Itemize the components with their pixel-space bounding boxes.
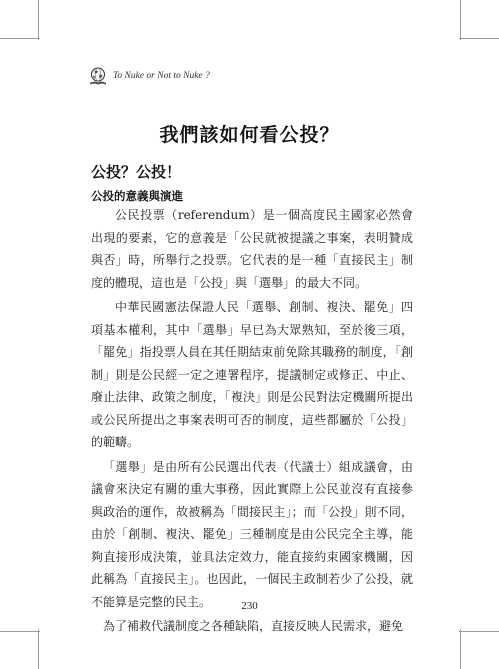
crop-mark-bottom-left-v: [38, 629, 39, 669]
crop-mark-top-right-v: [460, 0, 461, 40]
subsection-title: 公投的意義與演進: [91, 189, 183, 203]
crop-mark-top-left-v: [38, 0, 39, 40]
running-title: To Nuke or Not to Nuke ?: [113, 71, 210, 81]
paragraph: 公民投票（referendum）是一個高度民主國家必然會出現的要素，它的意義是「公民就被提議之事案，表明贊成與否」時，所舉行之投票。它代表的是一種「直接民主」制度的體現，這也是「公投」與「選舉」的最大不同。: [91, 208, 413, 290]
page-number: 230: [241, 600, 258, 612]
paragraph: 「選舉」是由所有公民選出代表（代議士）組成議會，由議會來決定有關的重大事務，因此實際上公民並沒有直接參與政治的運作，故被稱為「間接民主」；而「公投」則不同，由於「創制、複決、罷免」三種制度是由公民完全主導，能夠直接形成決策，並具法定效力，能直接約束國家機關，因此稱為「直接民主」。也因此，一個民主政制若少了公投，就不能算是完整的民主。: [91, 459, 413, 609]
crop-mark-bottom-right-h: [459, 631, 499, 632]
paragraph: 中華民國憲法保證人民「選舉、創制、複決、罷免」四項基本權利，其中「選舉」早已為大眾熟知，至於後三項，「罷免」指投票人員在其任期結束前免除其職務的制度，「創制」則是公民經一定之連署程序，提議制定或修正、中止、廢止法律、政策之制度，「複決」則是公民對法定機關所提出或公民所提出之事案表明可否的制度，這些都屬於「公投」的範疇。: [91, 300, 413, 449]
crop-mark-bottom-right-v: [460, 629, 461, 669]
globe-on-book-icon: [88, 66, 108, 86]
crop-mark-top-right-h: [459, 38, 499, 39]
section-title: 公投？公投！: [91, 163, 182, 181]
body-text: [91, 204, 413, 638]
running-header: [88, 66, 210, 86]
crop-mark-top-left-h: [0, 38, 40, 39]
chapter-title: 我們該如何看公投？: [159, 124, 340, 146]
crop-mark-bottom-left-h: [0, 631, 40, 632]
paragraph: 為了補救代議制度之各種缺陷，直接反映人民需求，避免: [103, 619, 404, 633]
